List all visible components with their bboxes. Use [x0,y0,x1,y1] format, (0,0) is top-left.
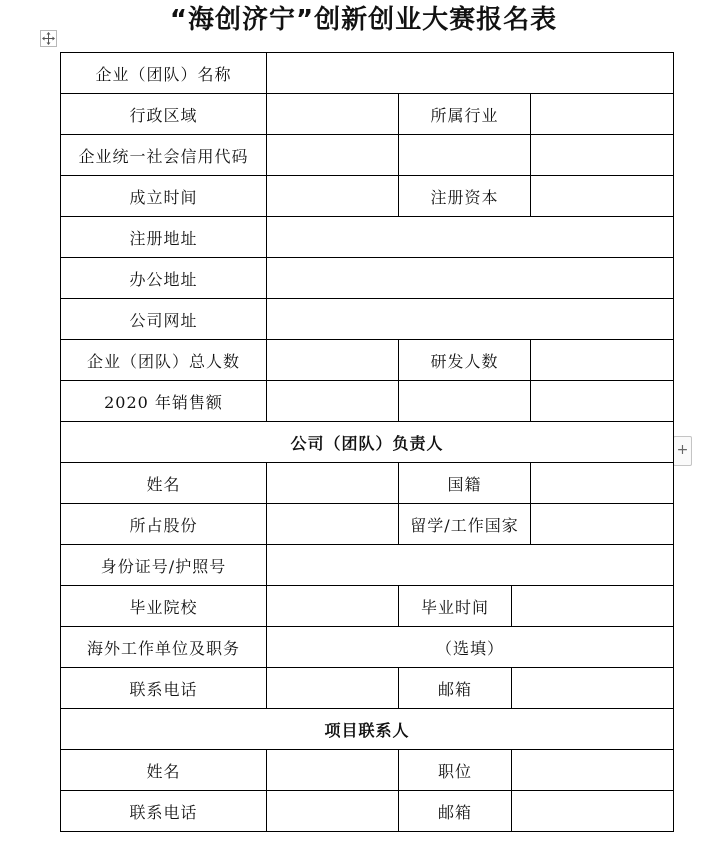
office-address-field[interactable] [267,258,674,299]
label-school: 毕业院校 [61,586,267,627]
table-row [61,668,674,709]
label-email: 邮箱 [399,668,512,709]
table-row [61,135,674,176]
table-row [61,53,674,94]
table-row [61,381,674,422]
contact-phone-field[interactable] [267,791,399,832]
table-row [61,340,674,381]
label-office-address: 办公地址 [61,258,267,299]
region-field[interactable] [267,94,399,135]
label-study-country: 留学/工作国家 [399,504,531,545]
label-leader-name: 姓名 [61,463,267,504]
label-industry: 所属行业 [399,94,531,135]
credit-code-field-2[interactable] [399,135,531,176]
label-nationality: 国籍 [399,463,531,504]
table-row [61,422,674,463]
id-number-field[interactable] [267,545,674,586]
section-leader: 公司（团队）负责人 [61,422,674,463]
label-capital: 注册资本 [399,176,531,217]
shares-field[interactable] [267,504,399,545]
industry-field[interactable] [531,94,674,135]
email-field[interactable] [512,668,674,709]
label-grad-time: 毕业时间 [399,586,512,627]
website-field[interactable] [267,299,674,340]
sales-extra-field[interactable] [399,381,531,422]
table-row [61,545,674,586]
label-contact-name: 姓名 [61,750,267,791]
position-field[interactable] [512,750,674,791]
label-id-number: 身份证号/护照号 [61,545,267,586]
sales-extra-field-2[interactable] [531,381,674,422]
table-row [61,258,674,299]
label-shares: 所占股份 [61,504,267,545]
phone-field[interactable] [267,668,399,709]
label-position: 职位 [399,750,512,791]
label-sales-2020: 2020 年销售额 [61,381,267,422]
company-name-field[interactable] [267,53,674,94]
headcount-field[interactable] [267,340,399,381]
sales-2020-field[interactable] [267,381,399,422]
contact-name-field[interactable] [267,750,399,791]
contact-email-field[interactable] [512,791,674,832]
overseas-job-field[interactable]: （选填） [267,627,674,668]
section-contact: 项目联系人 [61,709,674,750]
capital-field[interactable] [531,176,674,217]
label-contact-phone: 联系电话 [61,791,267,832]
table-row [61,176,674,217]
rd-count-field[interactable] [531,340,674,381]
table-row [61,217,674,258]
study-country-field[interactable] [531,504,674,545]
label-contact-email: 邮箱 [399,791,512,832]
form-title: “海创济宁”创新创业大赛报名表 [169,5,558,35]
label-headcount: 企业（团队）总人数 [61,340,267,381]
registration-table [60,52,674,832]
label-overseas-job: 海外工作单位及职务 [61,627,267,668]
table-row [61,504,674,545]
table-row [61,709,674,750]
table-row [61,299,674,340]
leader-name-field[interactable] [267,463,399,504]
label-company-name: 企业（团队）名称 [61,53,267,94]
reg-address-field[interactable] [267,217,674,258]
plus-icon: + [676,442,689,458]
add-row-button[interactable] [673,436,692,466]
school-field[interactable] [267,586,399,627]
credit-code-field-3[interactable] [531,135,674,176]
label-reg-address: 注册地址 [61,217,267,258]
credit-code-field[interactable] [267,135,399,176]
table-row [61,627,674,668]
grad-time-field[interactable] [512,586,674,627]
table-row [61,750,674,791]
label-rd-count: 研发人数 [399,340,531,381]
label-website: 公司网址 [61,299,267,340]
table-row [61,791,674,832]
table-move-handle[interactable] [40,30,57,47]
label-founded: 成立时间 [61,176,267,217]
move-icon [41,31,56,46]
table-row [61,94,674,135]
nationality-field[interactable] [531,463,674,504]
label-region: 行政区域 [61,94,267,135]
label-credit-code: 企业统一社会信用代码 [61,135,267,176]
table-row [61,463,674,504]
founded-field[interactable] [267,176,399,217]
label-phone: 联系电话 [61,668,267,709]
table-row [61,586,674,627]
